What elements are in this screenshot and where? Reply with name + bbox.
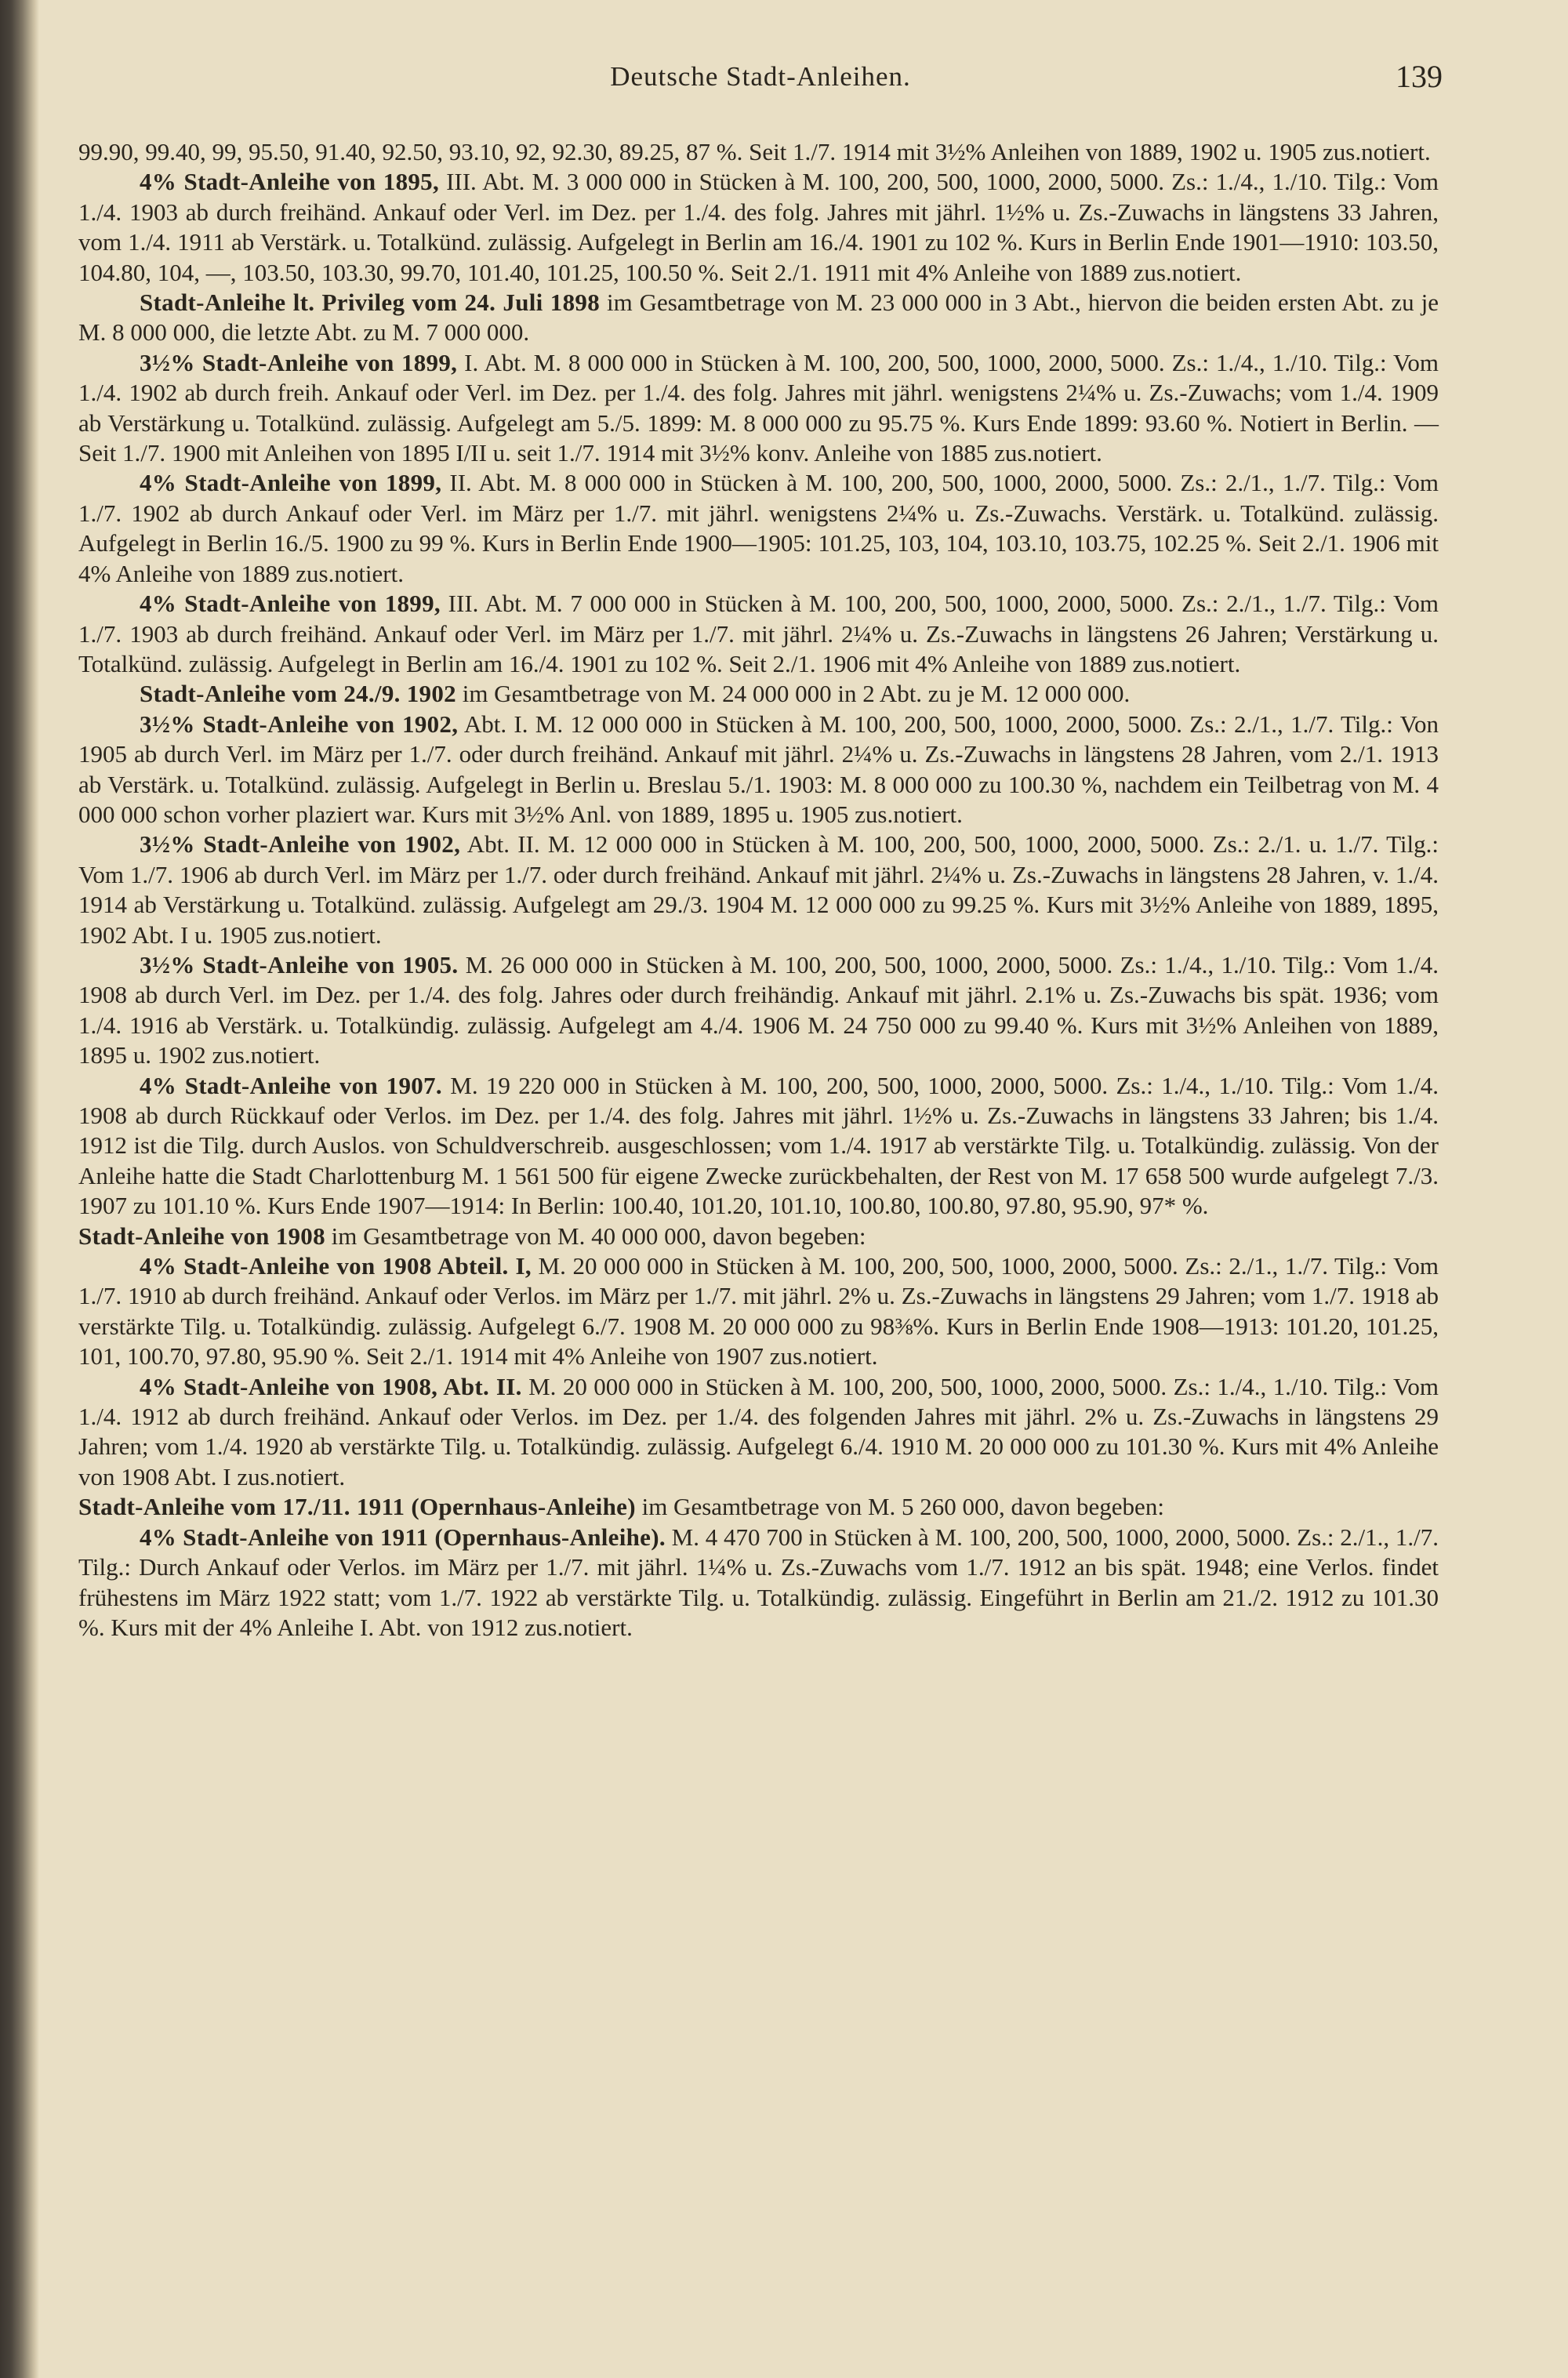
entry-stadt-anleihe-1895 [78,167,1439,288]
entry-heading: 3½% Stadt-Anleihe von 1902, [140,830,461,859]
entry-anleihe-1899-abt-3 [78,589,1439,679]
entry-body: im Gesamtbetrage von M. 24 000 000 in 2 Abt. zu je M. 12 000 000. [456,680,1131,708]
entry-heading: 4% Stadt-Anleihe von 1907. [140,1071,442,1099]
entry-heading: 4% Stadt-Anleihe von 1895, [140,168,440,196]
entry-anleihe-1899-abt-2 [78,468,1439,589]
page-number: 139 [1396,59,1443,94]
entry-body: M. 19 220 000 in Stücken à M. 100, 200, 500, 1000, 2000, 5000. Zs.: 1./4., 1./10. Tilg.: Vom 1./4. 1908 ab durch Rückkauf oder Verlos. im Dez. per 1./4. des folg. Jahres mit jährl. 1½% u. Zs.-Zuwachs in längstens 33 Jahren; bis 1./4. 1912 ist die Tilg. durch Auslos. von Schuldverschreib. ausgeschlossen; vom 1./4. 1917 ab verstärkte Tilg. u. Totalkündig. zulässig. Von der Anleihe hatte die Stadt Charlottenburg M. 1 561 500 für eigene Zwecke zurückbehalten, der Rest von M. 17 658 500 wurde aufgelegt 7./3. 1907 zu 101.10 %. Kurs Ende 1907—1914: In Berlin: 100.40, 101.20, 101.10, 100.80, 100.80, 97.80, 95.90, 97* %. [78,1071,1439,1220]
entry-anleihe-1908-total [78,1222,1439,1251]
entry-heading: 4% Stadt-Anleihe von 1911 (Opernhaus-Anleihe). [140,1523,666,1551]
entry-heading: Stadt-Anleihe vom 24./9. 1902 [140,680,456,708]
entry-body: Abt. II. M. 12 000 000 in Stücken à M. 100, 200, 500, 1000, 2000, 5000. Zs.: 2./1. u. 1./7. Tilg.: Vom 1./7. 1906 ab durch Verl. im März per 1./7. oder durch freihänd. Ankauf mit jährl. 2¼% u. Zs.-Zuwachs in längstens 28 Jahren, v. 1./4. 1914 ab Verstärkung u. Totalkünd. zulässig. Aufgelegt am 29./3. 1904 M. 12 000 000 zu 99.25 %. Kurs mit 3½% Anleihe von 1889, 1895, 1902 Abt. I u. 1905 zus.notiert. [78,830,1439,949]
entry-body: im Gesamtbetrage von M. 23 000 000 in 3 Abt., hiervon die beiden ersten Abt. zu je M. 8 000 000, die letzte Abt. zu M. 7 000 000. [78,289,1439,347]
entry-body: M. 4 470 700 in Stücken à M. 100, 200, 500, 1000, 2000, 5000. Zs.: 2./1., 1./7. Tilg.: Durch Ankauf oder Verlos. im März per 1./7. mit jährl. 1¼% u. Zs.-Zuwachs vom 1./7. 1912 an bis spät. 1948; eine Verlos. findet frühestens im März 1922 statt; vom 1./7. 1922 ab verstärkte Tilg. u. Totalkündig. zulässig. Eingeführt in Berlin am 21./2. 1912 zu 101.30 %. Kurs mit der 4% Anleihe I. Abt. von 1912 zus.notiert. [78,1523,1439,1641]
entry-body: III. Abt. M. 3 000 000 in Stücken à M. 100, 200, 500, 1000, 2000, 5000. Zs.: 1./4., 1./10. Tilg.: Vom 1./4. 1903 ab durch freihänd. Ankauf oder Verl. im Dez. per 1./4. des folg. Jahres mit jährl. 1½% u. Zs.-Zuwachs in längstens 33 Jahren, vom 1./4. 1911 ab Verstärk. u. Totalkünd. zulässig. Aufgelegt in Berlin am 16./4. 1901 zu 102 %. Kurs in Berlin Ende 1901—1910: 103.50, 104.80, 104, —, 103.50, 103.30, 99.70, 101.40, 101.25, 100.50 %. Seit 2./1. 1911 mit 4% Anleihe von 1889 zus.notiert. [78,168,1439,286]
entry-privileg-1898 [78,288,1439,348]
entry-heading: 4% Stadt-Anleihe von 1908, Abt. II. [140,1372,522,1400]
body-text [78,137,1439,1643]
entry-anleihe-1902-abt-1 [78,710,1439,830]
running-title: Deutsche Stadt-Anleihen. [610,61,911,92]
entry-opernhaus-total [78,1492,1439,1522]
running-header [78,61,1443,108]
entry-body: I. Abt. M. 8 000 000 in Stücken à M. 100, 200, 500, 1000, 2000, 5000. Zs.: 1./4., 1./10. Tilg.: Vom 1./4. 1902 ab durch freih. Ankauf oder Verl. im Dez. per 1./4. des folg. Jahres mit jährl. wenigstens 2¼% u. Zs.-Zuwachs; vom 1./4. 1909 ab Verstärkung u. Totalkünd. zulässig. Aufgelegt am 5./5. 1899: M. 8 000 000 zu 95.75 %. Kurs Ende 1899: 93.60 %. Notiert in Berlin. — Seit 1./7. 1900 mit Anleihen von 1895 I/II u. seit 1./7. 1914 mit 3½% konv. Anleihe von 1885 zus.notiert. [78,348,1439,467]
entry-heading: 4% Stadt-Anleihe von 1908 Abteil. I, [140,1252,532,1280]
entry-heading: Stadt-Anleihe von 1908 [78,1222,325,1250]
entry-body: im Gesamtbetrage von M. 5 260 000, davon begeben: [635,1493,1164,1521]
entry-anleihe-1899-abt-1 [78,348,1439,469]
entry-anleihe-1908-abt-2 [78,1372,1439,1493]
entry-anleihe-1902-total [78,679,1439,709]
entry-heading: 3½% Stadt-Anleihe von 1899, [140,348,458,376]
entry-body: Abt. I. M. 12 000 000 in Stücken à M. 100, 200, 500, 1000, 2000, 5000. Zs.: 2./1., 1./7. Tilg.: Von 1905 ab durch Verl. im März per 1./7. oder durch freihänd. Ankauf mit jährl. 2¼% u. Zs.-Zuwachs in längstens 28 Jahren, vom 2./1. 1913 ab Verstärk. u. Totalkünd. zulässig. Aufgelegt in Berlin u. Breslau 5./1. 1903: M. 8 000 000 zu 100.30 %, nachdem ein Teilbetrag von M. 4 000 000 schon vorher plaziert war. Kurs mit 3½% Anl. von 1889, 1895 u. 1905 zus.notiert. [78,710,1439,828]
entry-anleihe-1902-abt-2 [78,830,1439,950]
book-spine-shadow [0,0,39,2378]
entry-body: III. Abt. M. 7 000 000 in Stücken à M. 100, 200, 500, 1000, 2000, 5000. Zs.: 2./1., 1./7. Tilg.: Vom 1./7. 1903 ab durch freihänd. Ankauf oder Verl. im März per 1./7. mit jährl. 2¼% u. Zs.-Zuwachs in längstens 26 Jahren; Verstärkung u. Totalkünd. zulässig. Aufgelegt in Berlin am 16./4. 1901 zu 102 %. Seit 2./1. 1906 mit 4% Anleihe von 1889 zus.notiert. [78,590,1439,677]
entry-body: M. 20 000 000 in Stücken à M. 100, 200, 500, 1000, 2000, 5000. Zs.: 2./1., 1./7. Tilg.: Vom 1./7. 1910 ab durch freihänd. Ankauf oder Verlos. im März per 1./7. mit jährl. 2% u. Zs.-Zuwachs in längstens 29 Jahren; vom 1./7. 1918 ab verstärkte Tilg. u. Totalkündig. zulässig. Aufgelegt 6./7. 1908 M. 20 000 000 zu 98⅜%. Kurs in Berlin Ende 1908—1913: 101.20, 101.25, 101, 100.70, 97.80, 95.90 %. Seit 2./1. 1914 mit 4% Anleihe von 1907 zus.notiert. [78,1252,1439,1371]
entry-body: im Gesamtbetrage von M. 40 000 000, davon begeben: [325,1222,866,1250]
entry-body: 99.90, 99.40, 99, 95.50, 91.40, 92.50, 93.10, 92, 92.30, 89.25, 87 %. Seit 1./7. 1914 mit 3½% Anleihen von 1889, 1902 u. 1905 zus.notiert. [78,138,1431,165]
entry-anleihe-1907 [78,1071,1439,1222]
entry-heading: 4% Stadt-Anleihe von 1899, [140,590,441,618]
entry-body: M. 20 000 000 in Stücken à M. 100, 200, 500, 1000, 2000, 5000. Zs.: 1./4., 1./10. Tilg.: Vom 1./4. 1912 ab durch freihänd. Ankauf oder Verlos. im Dez. per 1./4. des folgenden Jahres mit jährl. 2% u. Zs.-Zuwachs in längstens 29 Jahren; vom 1./4. 1920 ab verstärkte Tilg. u. Totalkündig. zulässig. Aufgelegt 6./4. 1910 M. 20 000 000 zu 101.30 %. Kurs mit 4% Anleihe von 1908 Abt. I zus.notiert. [78,1372,1439,1490]
entry-heading: Stadt-Anleihe lt. Privileg vom 24. Juli 1898 [140,289,601,317]
entry-anleihe-1905 [78,950,1439,1071]
entry-heading: 3½% Stadt-Anleihe von 1902, [140,710,459,738]
paragraph-continuation [78,137,1439,167]
entry-anleihe-1908-abt-1 [78,1251,1439,1372]
entry-body: II. Abt. M. 8 000 000 in Stücken à M. 100, 200, 500, 1000, 2000, 5000. Zs.: 2./1., 1./7. Tilg.: Vom 1./7. 1902 ab durch Ankauf oder Verl. im März per 1./7. mit jährl. wenigstens 2¼% u. Zs.-Zuwachs. Verstärk. u. Totalkünd. zulässig. Aufgelegt in Berlin 16./5. 1900 zu 99 %. Kurs in Berlin Ende 1900—1905: 101.25, 103, 104, 103.10, 103.75, 102.25 %. Seit 2./1. 1906 mit 4% Anleihe von 1889 zus.notiert. [78,469,1439,587]
entry-heading: 3½% Stadt-Anleihe von 1905. [140,950,459,978]
entry-heading: Stadt-Anleihe vom 17./11. 1911 (Opernhaus-Anleihe) [78,1493,636,1521]
entry-body: M. 26 000 000 in Stücken à M. 100, 200, 500, 1000, 2000, 5000. Zs.: 1./4., 1./10. Tilg.: Vom 1./4. 1908 ab durch Verl. im Dez. per 1./4. des folg. Jahres oder durch freihändig. Ankauf mit jährl. 2.1% u. Zs.-Zuwachs bis spät. 1936; vom 1./4. 1916 ab Verstärk. u. Totalkündig. zulässig. Aufgelegt am 4./4. 1906 M. 24 750 000 zu 99.40 %. Kurs mit 3½% Anleihen von 1889, 1895 u. 1902 zus.notiert. [78,950,1439,1069]
entry-heading: 4% Stadt-Anleihe von 1899, [140,469,442,497]
entry-opernhaus-anleihe-1911 [78,1523,1439,1643]
